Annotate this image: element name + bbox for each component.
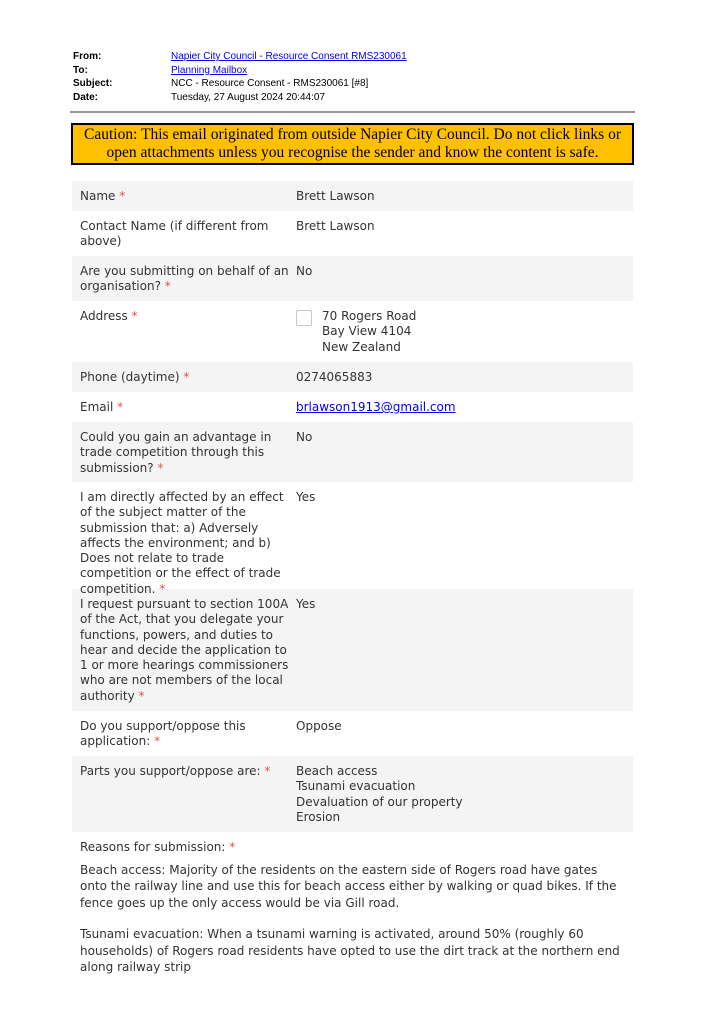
required-mark: *: [229, 840, 236, 854]
trade-value: No: [296, 430, 313, 444]
to-label: To:: [73, 64, 88, 76]
trade-row: [72, 422, 633, 482]
required-mark: *: [119, 189, 126, 203]
phone-value: 0274065883: [296, 370, 373, 384]
support-row: [72, 711, 633, 756]
from-link[interactable]: Napier City Council - Resource Consent RMS230061: [171, 51, 407, 62]
required-mark: *: [138, 688, 145, 703]
name-value: Brett Lawson: [296, 189, 375, 203]
reasons-section: [80, 839, 625, 991]
from-row: [73, 50, 407, 64]
support-label: Do you support/oppose this application:: [80, 719, 246, 749]
email-link[interactable]: brlawson1913@gmail.com: [296, 400, 456, 414]
from-label: From:: [73, 51, 102, 62]
checkbox-icon[interactable]: [296, 310, 312, 326]
submission-form: [72, 181, 633, 832]
on-behalf-label: Are you submitting on behalf of an organisation?: [80, 264, 289, 294]
address-line1: 70 Rogers Road: [322, 309, 417, 323]
subject-value: NCC - Resource Consent - RMS230061 [#8]: [171, 78, 369, 89]
caution-banner: Caution: This email originated from outside Napier City Council. Do not click links or open attachments unless you recognise the sender and know the content is safe.: [71, 123, 634, 165]
parts-item: Erosion: [296, 809, 341, 824]
parts-value: [296, 764, 625, 824]
address-line3: New Zealand: [322, 339, 401, 354]
email-header: [73, 50, 407, 104]
address-line2: Bay View 4104: [322, 324, 412, 339]
parts-label: Parts you support/oppose are:: [80, 764, 261, 778]
parts-item: Tsunami evacuation: [296, 779, 416, 794]
contact-name-label: Contact Name (if different from above): [80, 219, 269, 249]
reasons-label: Reasons for submission:: [80, 840, 226, 854]
parts-item: Beach access: [296, 764, 378, 778]
to-row: [73, 64, 407, 78]
required-mark: *: [159, 581, 166, 596]
subject-row: [73, 77, 407, 91]
request-row: [72, 589, 633, 711]
reasons-paragraph-beach: Beach access: Majority of the residents on the eastern side of Rogers road have gates onto the railway line and use this for beach access either by walking or quad bikes. If the fence goes up the only access would be via Gill road.: [80, 862, 617, 910]
address-value: [296, 309, 625, 354]
email-label: Email: [80, 400, 114, 414]
phone-label: Phone (daytime): [80, 370, 180, 384]
address-row: [72, 301, 633, 362]
address-label: Address: [80, 309, 128, 323]
support-value: Oppose: [296, 719, 342, 733]
required-mark: *: [164, 279, 171, 294]
request-value: Yes: [296, 597, 316, 611]
reasons-paragraph-tsunami: Tsunami evacuation: When a tsunami warning is activated, around 50% (roughly 60 households) of Rogers road residents have opted to use the dirt track at the northern end along railway strip: [80, 927, 620, 974]
affected-value: Yes: [296, 490, 316, 504]
required-mark: *: [117, 400, 124, 414]
on-behalf-value: No: [296, 264, 313, 278]
subject-label: Subject:: [73, 78, 113, 89]
parts-row: [72, 756, 633, 832]
contact-name-row: [72, 211, 633, 256]
required-mark: *: [264, 764, 271, 778]
email-row: [72, 392, 633, 422]
header-divider: [70, 111, 635, 113]
date-label: Date:: [73, 91, 99, 103]
parts-item: Devaluation of our property: [296, 794, 463, 809]
date-value: Tuesday, 27 August 2024 20:44:07: [171, 91, 326, 103]
date-row: [73, 91, 407, 105]
name-label: Name: [80, 189, 116, 203]
affected-label: I am directly affected by an effect of the subject matter of the submission that: a) Adversely affects the environment; and b) Does not relate to trade competition or the effect of trade competition.: [80, 490, 284, 596]
phone-row: [72, 362, 633, 392]
contact-name-value: Brett Lawson: [296, 219, 375, 233]
required-mark: *: [157, 460, 164, 475]
to-link[interactable]: Planning Mailbox: [171, 64, 248, 76]
required-mark: *: [131, 309, 138, 323]
on-behalf-row: [72, 256, 633, 301]
affected-row: [72, 482, 633, 596]
trade-label: Could you gain an advantage in trade competition through this submission?: [80, 430, 272, 475]
required-mark: *: [154, 734, 161, 749]
name-row: [72, 181, 633, 211]
request-label: I request pursuant to section 100A of the Act, that you delegate your functions, powers, and duties to hear and decide the application to 1 or more hearings commissioners who are not members of the local authority: [80, 597, 289, 703]
required-mark: *: [183, 370, 190, 384]
